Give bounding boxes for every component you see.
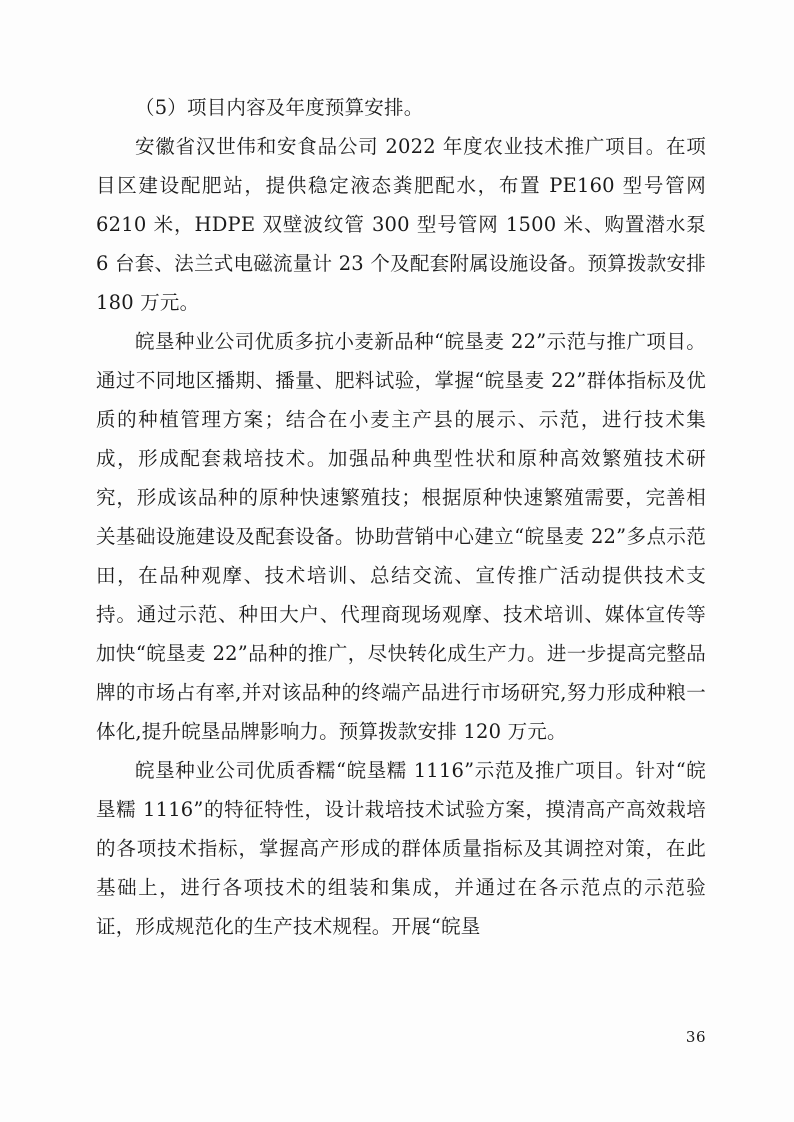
page-number: 36 (685, 1028, 706, 1046)
paragraph-wankennuo1116-project: 皖垦种业公司优质香糯“皖垦糯 1116”示范及推广项目。针对“皖垦糯 1116”的特征特性，设计栽培技术试验方案，摸清高产高效栽培的各项技术指标，掌握高产形成的群体质量指标及其调控对策，在此基础上，进行各项技术的组装和集成，并通过在各示范点的示范验证，形成规范化的生产技术规程。开展“皖垦 (96, 759, 706, 938)
paragraph-section-heading: （5）项目内容及年度预算安排。 (135, 96, 424, 119)
document-body (96, 88, 706, 946)
paragraph-wankenmai22-project: 皖垦种业公司优质多抗小麦新品种“皖垦麦 22”示范与推广项目。通过不同地区播期、播量、肥料试验，掌握“皖垦麦 22”群体指标及优质的种植管理方案；结合在小麦主产县的展示、示范，进行技术集成，形成配套栽培技术。加强品种典型性状和原种高效繁殖技术研究，形成该品种的原种快速繁殖技；根据原种快速繁殖需要，完善相关基础设施建设及配套设备。协助营销中心建立“皖垦麦 22”多点示范田，在品种观摩、技术培训、总结交流、宣传推广活动提供技术支持。通过示范、种田大户、代理商现场观摩、技术培训、媒体宣传等加快“皖垦麦 22”品种的推广，尽快转化成生产力。进一步提高完整品牌的市场占有率,并对该品种的终端产品进行市场研究,努力形成种粮一体化,提升皖垦品牌影响力。预算拨款安排 120 万元。 (96, 330, 706, 743)
paragraph-hanshiwei-project: 安徽省汉世伟和安食品公司 2022 年度农业技术推广项目。在项目区建设配肥站，提供稳定液态粪肥配水，布置 PE160 型号管网 6210 米，HDPE 双壁波纹管 300 型号管网 1500 米、购置潜水泵 6 台套、法兰式电磁流量计 23 个及配套附属设施设备。预算拨款安排 180 万元。 (96, 135, 706, 314)
